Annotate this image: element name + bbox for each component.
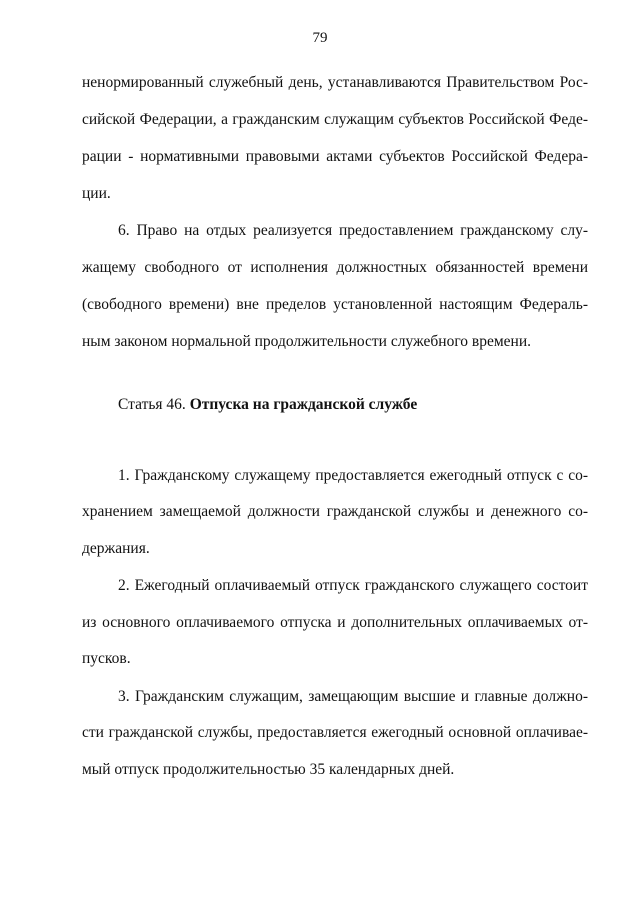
text-line: 2. Ежегодный оплачиваемый отпуск гражданского служащего состоит [118, 577, 588, 594]
text-line: из основного оплачиваемого отпуска и дополнительных оплачиваемых от- [82, 614, 588, 631]
text-line: пусков. [82, 650, 131, 667]
text-line: мый отпуск продолжительностью 35 календарных дней. [82, 761, 455, 778]
text-line: ным законом нормальной продолжительности служебного времени. [82, 333, 532, 350]
article-title: Отпуска на гражданской службе [189, 396, 418, 413]
text-line: сийской Федерации, а гражданским служащим субъектов Российской Феде- [82, 111, 588, 128]
text-line: держания. [82, 540, 150, 557]
text-line: 6. Право на отдых реализуется предоставлением гражданскому слу- [118, 222, 588, 239]
article-number: Статья 46. [118, 396, 186, 413]
text-line: сти гражданской службы, предоставляется ежегодный основной оплачивае- [82, 724, 588, 741]
text-line: хранением замещаемой должности гражданской службы и денежного со- [82, 503, 588, 520]
text-line: 1. Гражданскому служащему предоставляется ежегодный отпуск с со- [118, 467, 588, 484]
text-line: (свободного времени) вне пределов установленной настоящим Федераль- [82, 296, 588, 313]
text-line: ции. [82, 185, 111, 202]
page-number: 79 [312, 30, 328, 46]
text-line: 3. Гражданским служащим, замещающим высшие и главные должно- [118, 688, 588, 705]
text-line: жащему свободного от исполнения должностных обязанностей времени [82, 259, 588, 276]
text-line: ненормированный служебный день, устанавливаются Правительством Рос- [82, 74, 588, 91]
text-line: рации - нормативными правовыми актами субъектов Российской Федера- [82, 148, 588, 165]
article-heading [118, 395, 417, 415]
